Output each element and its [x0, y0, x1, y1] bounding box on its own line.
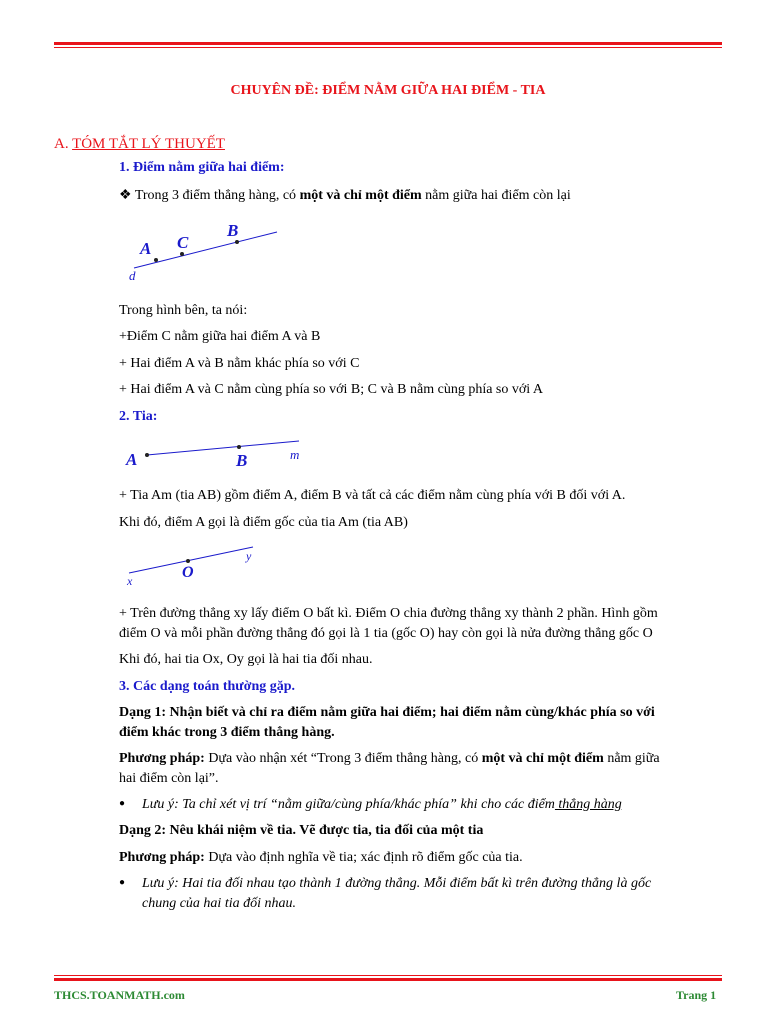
part2-line-3b: điểm O và mỗi phần đường thẳng đó gọi là 1 tia (gốc O) hay còn gọi là nửa đường thẳng gốc O — [119, 626, 653, 641]
part1-line-2: + Hai điểm A và B nằm khác phía so với C — [119, 356, 360, 371]
section-a-letter: A. — [54, 136, 73, 152]
ray-am — [147, 441, 299, 455]
point-a-ray — [145, 453, 149, 457]
part1-line-1: +Điểm C nằm giữa hai điểm A và B — [119, 329, 321, 344]
pp2-label: Phương pháp: — [119, 850, 205, 865]
header-rule-thin — [54, 47, 722, 48]
ray-label-b: B — [236, 451, 248, 470]
ray-label-a: A — [126, 450, 138, 469]
part1-bullet-bold: một và chỉ một điểm — [299, 188, 422, 203]
pp1-pre: Dựa vào nhận xét “Trong 3 điểm thẳng hàng, có — [204, 751, 482, 766]
luu-y-1-underline: thẳng hàng — [554, 797, 622, 812]
part1-line-0: Trong hình bên, ta nói: — [119, 303, 248, 318]
line-d — [134, 232, 277, 268]
section-a-heading — [54, 136, 225, 153]
part2-line-2: Khi đó, điểm A gọi là điểm gốc của tia Am (tia AB) — [119, 515, 408, 530]
label-y: y — [246, 549, 252, 563]
diamond-bullet-icon: ❖ — [119, 188, 132, 203]
luu-y-1 — [142, 797, 622, 813]
part1-heading: 1. Điểm nằm giữa hai điểm: — [119, 160, 285, 175]
dang2-line: Dạng 2: Nêu khái niệm về tia. Vẽ được tia, tia đối của một tia — [119, 823, 484, 838]
pp2-line — [119, 850, 523, 866]
bullet-dot-icon: ● — [119, 798, 126, 809]
figure-line-xy — [120, 540, 270, 590]
footer-page-number: Trang 1 — [676, 988, 717, 1002]
part3-heading: 3. Các dạng toán thường gặp. — [119, 679, 296, 694]
header-rule-thick — [54, 42, 722, 45]
pp1-label: Phương pháp: — [119, 751, 205, 766]
part2-heading: 2. Tia: — [119, 409, 158, 424]
page-title: CHUYÊN ĐỀ: ĐIỂM NẰM GIỮA HAI ĐIỂM - TIA — [230, 83, 546, 98]
part1-bullet-post: nằm giữa hai điểm còn lại — [421, 188, 571, 203]
label-d: d — [129, 268, 136, 283]
part1-bullet — [119, 187, 571, 204]
part2-line-1: + Tia Am (tia AB) gồm điểm A, điểm B và tất cả các điểm nằm cùng phía với B đối với A. — [119, 488, 626, 503]
bullet-dot-icon: ● — [119, 877, 126, 888]
point-b — [235, 240, 239, 244]
footer-rule-thin — [54, 975, 722, 976]
pp1-line-1 — [119, 751, 660, 767]
luu-y-2-line-a: Lưu ý: Hai tia đối nhau tạo thành 1 đường thẳng. Mỗi điểm bất kì trên đường thẳng là gốc — [142, 876, 652, 891]
part2-line-4: Khi đó, hai tia Ox, Oy gọi là hai tia đối nhau. — [119, 652, 373, 667]
figure-line-d — [120, 218, 290, 286]
label-a: A — [140, 239, 152, 258]
pp1-post: nằm giữa — [603, 751, 660, 766]
dang1-line-a: Dạng 1: Nhận biết và chỉ ra điểm nằm giữa hai điểm; hai điểm nằm cùng/khác phía so với — [119, 705, 655, 720]
point-a — [154, 258, 158, 262]
part1-bullet-pre: Trong 3 điểm thẳng hàng, có — [134, 188, 300, 203]
point-b-ray — [237, 445, 241, 449]
point-o — [186, 559, 190, 563]
footer-site-link[interactable]: THCS.TOANMATH.com — [54, 988, 185, 1002]
section-a-title: TÓM TẮT LÝ THUYẾT — [72, 136, 225, 152]
pp1-line-2: hai điểm còn lại”. — [119, 771, 219, 786]
point-c — [180, 252, 184, 256]
pp1-bold: một và chỉ một điểm — [481, 751, 604, 766]
luu-y-2-line-b: chung của hai tia đối nhau. — [142, 896, 296, 911]
figure-ray-am — [120, 434, 310, 474]
ray-label-m: m — [290, 447, 300, 462]
part1-line-3: + Hai điểm A và C nằm cùng phía so với B; C và B nằm cùng phía so với A — [119, 382, 543, 397]
luu-y-1-text: Lưu ý: Ta chỉ xét vị trí “nằm giữa/cùng phía/khác phía” khi cho các điểm — [142, 797, 555, 812]
label-b: B — [227, 221, 239, 240]
part2-line-3a: + Trên đường thẳng xy lấy điểm O bất kì. Điểm O chia đường thẳng xy thành 2 phần. Hình gồm — [119, 606, 658, 621]
pp2-text: Dựa vào định nghĩa về tia; xác định rõ điểm gốc của tia. — [204, 850, 523, 865]
label-x: x — [127, 574, 133, 588]
dang1-line-b: điểm khác trong 3 điểm thẳng hàng. — [119, 725, 335, 740]
label-c: C — [177, 233, 189, 252]
label-o: O — [182, 564, 194, 581]
footer-rule-thick — [54, 978, 722, 981]
